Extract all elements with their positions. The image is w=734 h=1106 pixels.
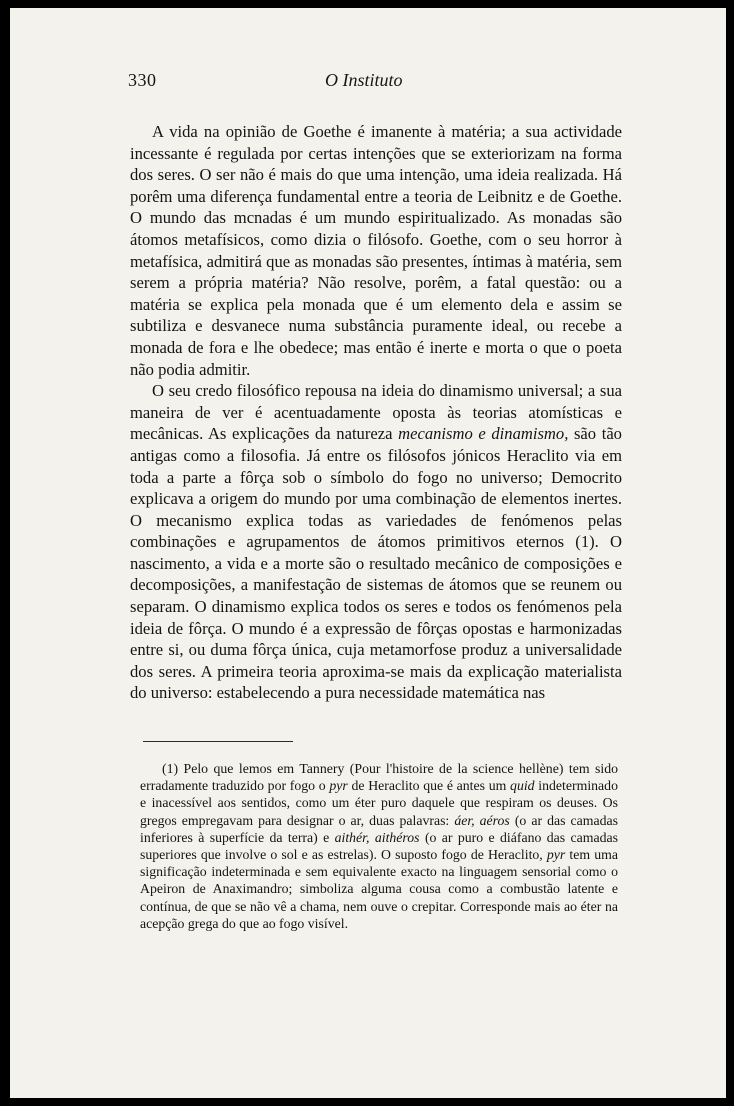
footnote-italic: pyr <box>546 847 566 863</box>
footnote-text: indeterminado e inacessível aos sentidos, como um éter puro daquele que respiram os deuses. Os gregos empregavam para designar o ar, duas palavras: <box>140 778 618 828</box>
page-header <box>128 70 428 98</box>
footnote-text: (o ar puro e diáfano das camadas superiores que involve o sol e as estrelas). O suposto fogo de Heraclito, <box>140 829 619 863</box>
paragraph <box>130 380 622 704</box>
paragraph: A vida na opinião de Goethe é imanente à matéria; a sua actividade incessante é regulada por certas intenções que se exteriorizam na forma dos seres. O ser não é mais do que uma intenção, uma ideia realizada. Há porêm uma diferença fundamental entre a teoria de Leibnitz e de Goethe. O mundo das mcnadas é um mundo espiritualizado. As monadas são átomos metafísicos, como dizia o filósofo. Goethe, com o seu horror à metafísica, admitirá que as monadas são presentes, íntimas à matéria, sem serem a própria matéria? Não resolve, porêm, a fatal questão: ou a matéria se explica pela monada que é um elemento dela e assim se subtiliza e desvanece numa substância puramente ideal, ou recebe a monada de fora e lhe obedece; mas então é inerte e morta o que o poeta não podia admitir. <box>130 122 622 379</box>
footnote-text: (1) Pelo que lemos em Tannery (Pour l'histoire de la science hellène) tem sido erradamente traduzido por fogo o <box>140 761 618 794</box>
footnote-text: de Heraclito que é antes um <box>351 778 507 794</box>
footnote-italic: aithér, aithéros <box>334 829 420 845</box>
paragraph-italic-terms: mecanismo e dinamismo, <box>398 424 569 444</box>
footnote-paragraph <box>140 760 618 932</box>
footnote-separator <box>143 741 293 742</box>
running-title: O Instituto <box>325 70 403 90</box>
footnote-text: tem uma significação indeterminada e sem equivalente exacto na linguagem sensorial como o Apeiron de Anaximandro; simboliza alguma cousa como a combustão latente e contínua, de que se não vê a chama, nem ouve o crepitar. Corresponde mais ao éter na acepção grega do que ao fogo visível. <box>140 847 618 931</box>
footnote-text: (o ar das camadas inferiores à superfície da terra) e <box>140 812 618 845</box>
paragraph-text: são tão antigas como a filosofia. Já entre os filósofos jónicos Heraclito via em toda a parte a fôrça sob o símbolo do fogo no universo; Democrito explicava a origem do mundo por uma combinação de elementos inertes. O mecanismo explica todas as variedades de fenómenos pelas combinações e agrupamentos de átomos primitivos eternos (1). O nascimento, a vida e a morte são o resultado mecânico de composições e decomposições, a manifestação de sistemas de átomos que se reunem ou separam. O dinamismo explica todos os seres e todos os fenómenos pela ideia de fôrça. O mundo é a expressão de fôrças opostas e harmonizadas entre si, ou duma fôrça única, cuja metamorfose produz a universalidade dos seres. A primeira teoria aproxima-se mais da explicação materialista do universo: estabelecendo a pura necessidade matemática nas <box>130 424 622 703</box>
footnote-italic: pyr <box>329 778 348 794</box>
footnote-italic: quid <box>510 778 535 794</box>
paragraph-text: O seu credo filosófico repousa na ideia do dinamismo universal; a sua maneira de ver é acentuadamente oposta às teorias atomísticas e mecânicas. As explicações da natureza <box>130 381 622 444</box>
page-number: 330 <box>128 70 157 90</box>
footnote <box>140 760 618 932</box>
footnote-italic: áer, aéros <box>454 812 510 828</box>
body-text <box>130 121 622 704</box>
